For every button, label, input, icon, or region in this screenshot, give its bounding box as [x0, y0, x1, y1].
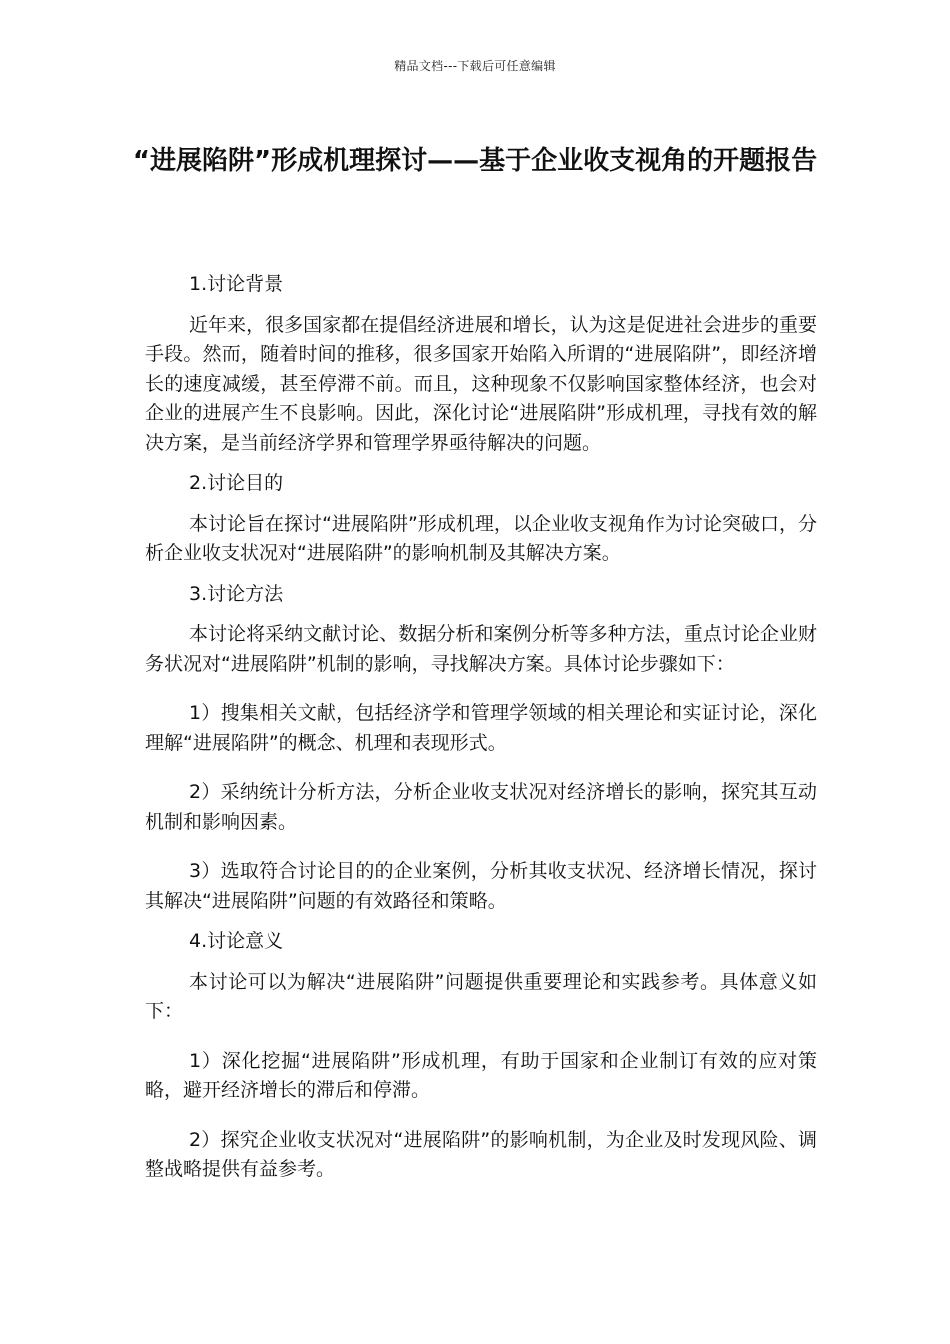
body-paragraph: 本讨论将采纳文献讨论、数据分析和案例分析等多种方法，重点讨论企业财务状况对“进展陷阱”机制的影响，寻找解决方案。具体讨论步骤如下： [145, 623, 817, 675]
section-heading: 3.讨论方法 [189, 582, 284, 605]
section-heading: 1.讨论背景 [189, 273, 284, 295]
body-paragraph: 本讨论旨在探讨“进展陷阱”形成机理，以企业收支视角作为讨论突破口，分析企业收支状况对“进展陷阱”的影响机制及其解决方案。 [145, 512, 817, 564]
list-item: 1）搜集相关文献，包括经济学和管理学领域的相关理论和实证讨论，深化理解“进展陷阱”的概念、机理和表现形式。 [145, 702, 817, 754]
document-title: “进展陷阱”形成机理探讨——基于企业收支视角的开题报告 [132, 146, 818, 176]
list-item: 2）采纳统计分析方法，分析企业收支状况对经济增长的影响，探究其互动机制和影响因素。 [145, 781, 817, 833]
list-item: 1）深化挖掘“进展陷阱”形成机理，有助于国家和企业制订有效的应对策略，避开经济增长的滞后和停滞。 [145, 1049, 817, 1101]
body-paragraph: 近年来，很多国家都在提倡经济进展和增长，认为这是促进社会进步的重要手段。然而，随着时间的推移，很多国家开始陷入所谓的“进展陷阱”，即经济增长的速度减缓，甚至停滞不前。而且，这种现象不仅影响国家整体经济，也会对企业的进展产生不良影响。因此，深化讨论“进展陷阱”形成机理，寻找有效的解决方案，是当前经济学界和管理学界亟待解决的问题。 [145, 313, 817, 454]
list-item: 2）探究企业收支状况对“进展陷阱”的影响机制，为企业及时发现风险、调整战略提供有益参考。 [145, 1128, 817, 1180]
list-item: 3）选取符合讨论目的的企业案例，分析其收支状况、经济增长情况，探讨其解决“进展陷阱”问题的有效路径和策略。 [145, 860, 817, 912]
header-note: 精品文档---下载后可任意编辑 [394, 59, 556, 73]
section-heading: 2.讨论目的 [189, 472, 284, 494]
section-heading: 4.讨论意义 [189, 930, 284, 952]
document-body [145, 270, 817, 1196]
body-paragraph: 本讨论可以为解决“进展陷阱”问题提供重要理论和实践参考。具体意义如下： [145, 970, 817, 1022]
